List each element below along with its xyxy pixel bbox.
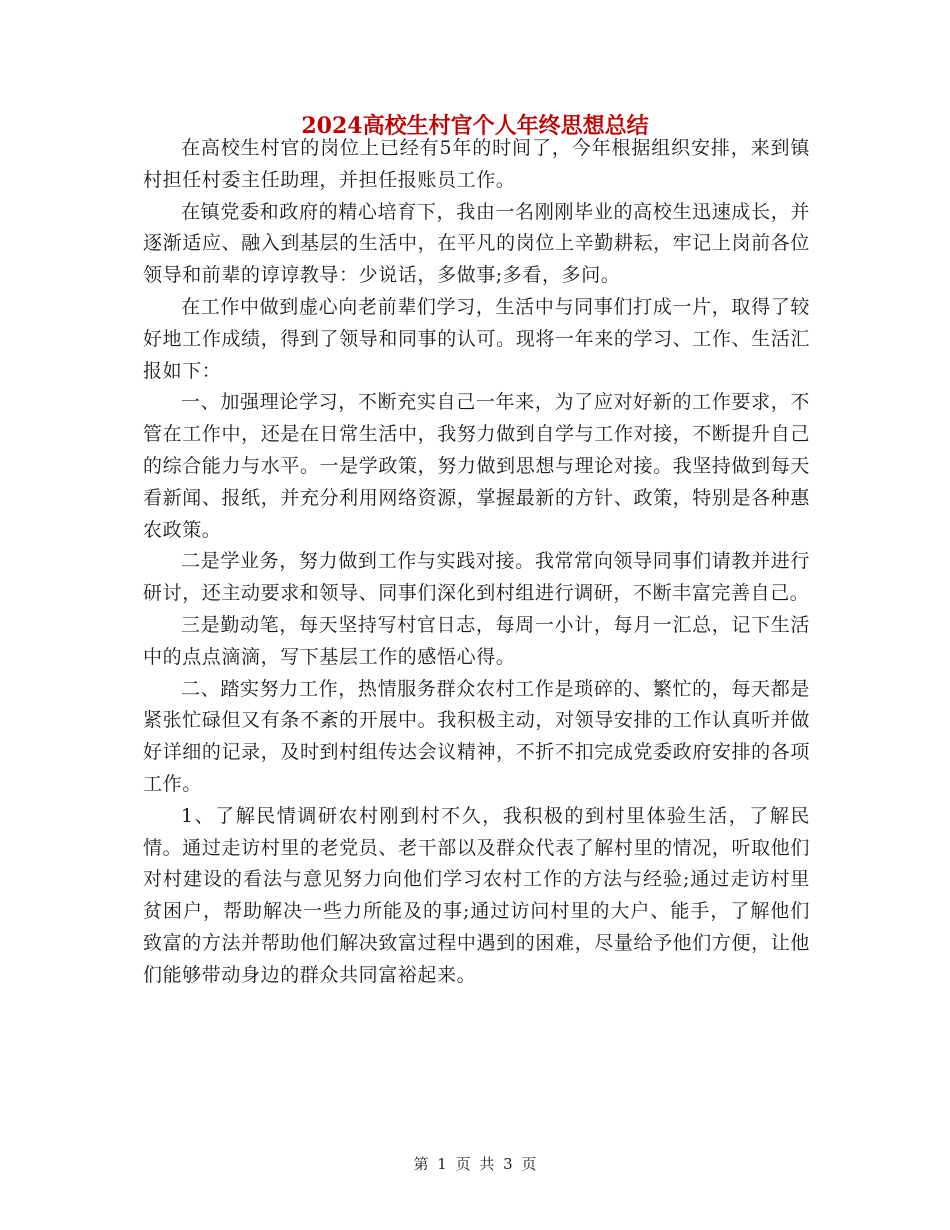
- paragraph-1: 在高校生村官的岗位上已经有5年的时间了，今年根据组织安排，来到镇村担任村委主任助理，并担任报账员工作。: [143, 137, 810, 191]
- paragraph-4: 一、加强理论学习，不断充实自己一年来，为了应对好新的工作要求，不管在工作中，还是在日常生活中，我努力做到自学与工作对接，不断提升自己的综合能力与水平。一是学政策，努力做到思想与理论对接。我坚持做到每天看新闻、报纸，并充分利用网络资源，掌握最新的方针、政策，特别是各种惠农政策。: [143, 391, 810, 541]
- page-footer: 第 1 页 共 3 页: [413, 1155, 537, 1173]
- paragraph-7: 二、踏实努力工作，热情服务群众农村工作是琐碎的、繁忙的，每天都是紧张忙碌但又有条不紊的开展中。我积极主动，对领导安排的工作认真听并做好详细的记录，及时到村组传达会议精神，不折不扣完成党委政府安排的各项工作。: [143, 677, 810, 795]
- paragraph-2: 在镇党委和政府的精心培育下，我由一名刚刚毕业的高校生迅速成长，并逐渐适应、融入到基层的生活中，在平凡的岗位上辛勤耕耘，牢记上岗前各位领导和前辈的谆谆教导：少说话，多做事;多看，多问。: [143, 200, 810, 287]
- paragraph-6: 三是勤动笔，每天坚持写村官日志，每周一小计，每月一汇总，记下生活中的点点滴滴，写下基层工作的感悟心得。: [143, 613, 810, 668]
- document-body: [143, 133, 810, 992]
- document-title: 2024高校生村官个人年终思想总结: [301, 113, 649, 139]
- paragraph-8: 1、了解民情调研农村刚到村不久，我积极的到村里体验生活，了解民情。通过走访村里的老党员、老干部以及群众代表了解村里的情况，听取他们对村建设的看法与意见努力向他们学习农村工作的方法与经验;通过走访村里贫困户，帮助解决一些力所能及的事;通过访问村里的大户、能手，了解他们致富的方法并帮助他们解决致富过程中遇到的困难，尽量给予他们方便，让他们能够带动身边的群众共同富裕起来。: [143, 804, 810, 986]
- paragraph-5: 二是学业务，努力做到工作与实践对接。我常常向领导同事们请教并进行研讨，还主动要求和领导、同事们深化到村组进行调研，不断丰富完善自己。: [143, 550, 810, 605]
- paragraph-3: 在工作中做到虚心向老前辈们学习，生活中与同事们打成一片，取得了较好地工作成绩，得到了领导和同事的认可。现将一年来的学习、工作、生活汇报如下：: [143, 295, 810, 382]
